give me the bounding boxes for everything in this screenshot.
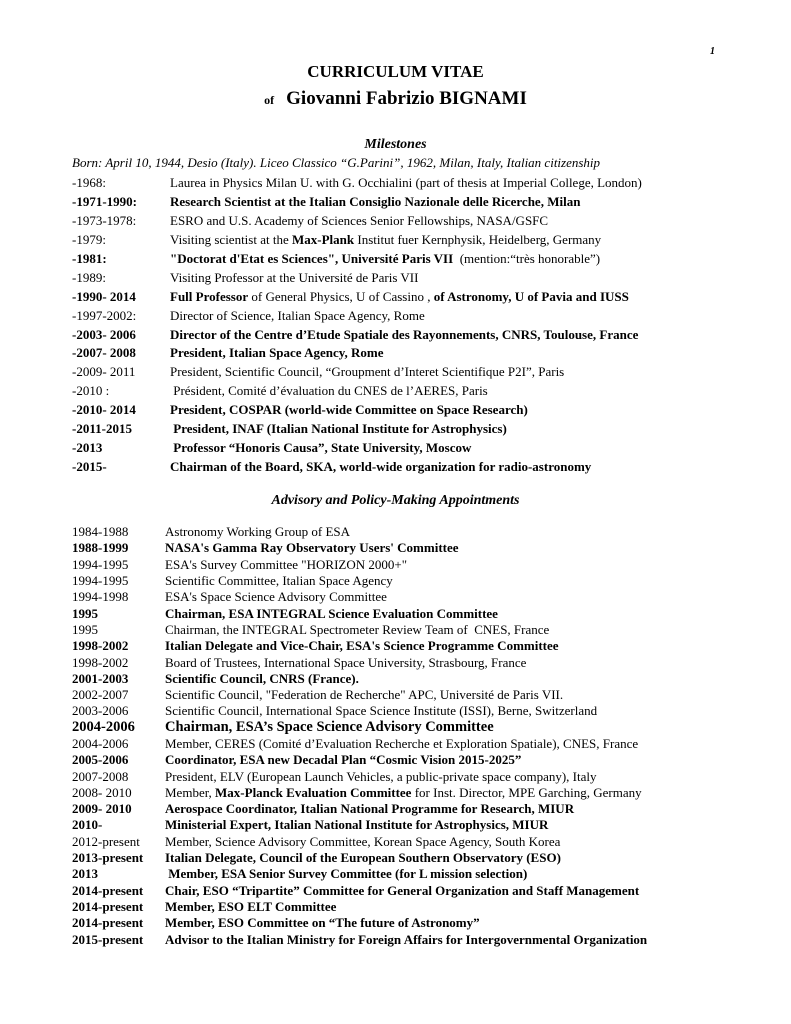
person-name: Giovanni Fabrizio BIGNAMI (286, 88, 527, 109)
milestone-text (170, 308, 425, 324)
appointment-text: Advisor to the Italian Ministry for Foreign Affairs for Intergovernmental Organization (165, 931, 648, 947)
appointment-text: Member, ESO Committee on “The future of Astronomy” (165, 915, 480, 931)
appointment-row (72, 736, 782, 752)
milestone-text-part: of Astronomy, U of Pavia and IUSS (433, 288, 629, 304)
subtitle (0, 88, 791, 110)
milestone-text-part: Research Scientist at the Italian Consiglio Nazionale delle Ricerche, Milan (170, 194, 581, 210)
milestone-date: -2013 (72, 439, 103, 455)
appointment-date: 2014-present (72, 915, 144, 931)
appointment-row (72, 752, 782, 768)
appointment-row (72, 883, 782, 899)
appointment-date: 1995 (72, 605, 98, 621)
appointment-text: Member, CERES (Comité d’Evaluation Recherche et Exploration Spatiale), CNES, France (165, 736, 639, 751)
appointment-row (72, 573, 782, 589)
milestone-text-part: President, Scientific Council, “Groupment d’Interet Scientifique P2I”, Paris (170, 364, 565, 380)
milestone-date: -2007- 2008 (72, 345, 136, 361)
appointment-date: 1998-2002 (72, 638, 129, 654)
appointment-row (72, 654, 782, 670)
milestones-heading: Milestones (364, 137, 427, 152)
appointment-row (72, 768, 782, 784)
milestone-text-part: Director of Science, Italian Space Agency, Rome (170, 307, 425, 323)
appointment-date: 2012-present (72, 833, 140, 849)
appointment-date: 1994-1998 (72, 589, 129, 605)
appointment-text: President, ELV (European Launch Vehicles, a public-private space company), Italy (165, 768, 597, 784)
appointment-row (72, 931, 782, 947)
appointment-date: 2009- 2010 (72, 801, 132, 817)
milestone-row (72, 212, 772, 231)
milestone-text-part: Full Professor (170, 288, 249, 304)
milestone-date: -1981: (72, 251, 107, 266)
document-title: CURRICULUM VITAE (307, 62, 484, 81)
appointment-date: 1995 (72, 621, 98, 637)
appointment-date: 2004-2006 (72, 719, 135, 736)
appointment-date: 2014-present (72, 898, 144, 914)
milestone-text (170, 327, 638, 343)
appointment-row (72, 605, 782, 621)
appointment-text: Chairman, ESA’s Space Science Advisory Committee (165, 719, 494, 736)
milestone-text-part: Institut fuer Kernphysik, Heidelberg, Germany (354, 232, 602, 248)
milestone-text-part: Visiting Professor at the Université de Paris VII (170, 269, 419, 285)
appointment-row (72, 834, 782, 850)
milestone-text-part: Max-Plank (291, 232, 355, 248)
appointment-date: 2013-present (72, 850, 144, 866)
appointment-text: Scientific Council, "Federation de Recherche" APC, Université de Paris VII. (165, 687, 564, 703)
milestone-date: -1971-1990: (72, 194, 137, 210)
milestone-text-part: ESRO and U.S. Academy of Sciences Senior Fellowships, NASA/GSFC (170, 213, 549, 229)
appointment-row (72, 622, 782, 638)
milestone-date: -2011-2015 (72, 421, 132, 437)
appointment-row (72, 720, 782, 736)
appointment-text: Member, ESA Senior Survey Committee (for L mission selection) (165, 866, 528, 882)
appointment-text: Coordinator, ESA new Decadal Plan “Cosmic Vision 2015-2025” (165, 752, 522, 768)
appointment-row (72, 638, 782, 654)
appointment-date: 2010- (72, 817, 103, 833)
milestone-text (170, 213, 548, 229)
appointment-date: 1994-1995 (72, 573, 129, 589)
appointment-text: Chairman, ESA INTEGRAL Science Evaluation Committee (165, 605, 498, 621)
milestone-row (72, 382, 772, 401)
appointment-text: Member, Science Advisory Committee, Korean Space Agency, South Korea (165, 833, 561, 849)
milestone-text (170, 383, 488, 399)
milestone-row (72, 268, 772, 287)
appointment-text: Chairman, the INTEGRAL Spectrometer Review Team of CNES, France (165, 621, 550, 637)
of-label: of (264, 93, 275, 107)
milestone-text-part: "Doctorat d'Etat es Sciences", Université Paris VII (170, 251, 454, 266)
appointment-date: 2007-2008 (72, 768, 129, 784)
milestone-row (72, 401, 772, 420)
page-number: 1 (710, 46, 715, 57)
appointment-text (165, 785, 642, 801)
appointment-text: Italian Delegate, Council of the European Southern Observatory (ESO) (165, 850, 561, 866)
appointment-row (72, 866, 782, 882)
milestone-text-part: President, Italian Space Agency, Rome (170, 345, 384, 361)
milestone-row (72, 287, 772, 306)
milestone-date: -1997-2002: (72, 307, 137, 323)
milestone-date: -2003- 2006 (72, 326, 136, 342)
milestone-row (72, 457, 772, 476)
appointment-text: Aerospace Coordinator, Italian National Programme for Research, MIUR (165, 801, 575, 817)
appointment-date: 1984-1988 (72, 524, 129, 540)
appointment-date: 2005-2006 (72, 752, 129, 768)
appointment-text-part: Member, (165, 784, 216, 800)
milestone-text-part: Chairman of the Board, SKA, world-wide organization for radio-astronomy (170, 458, 592, 474)
appointment-date: 1988-1999 (72, 540, 129, 556)
milestone-text (170, 194, 580, 210)
appointment-text: NASA's Gamma Ray Observatory Users' Committee (165, 540, 459, 556)
milestone-row (72, 438, 772, 457)
appointment-text: Chair, ESO “Tripartite” Committee for General Organization and Staff Management (165, 882, 640, 898)
milestone-text-part: President, INAF (Italian National Institute for Astrophysics) (170, 421, 507, 437)
milestone-text (170, 364, 564, 380)
appointment-text: Board of Trustees, International Space University, Strasbourg, France (165, 654, 527, 670)
milestone-row (72, 231, 772, 250)
milestone-text-part: Président, Comité d’évaluation du CNES de l’AERES, Paris (170, 383, 488, 399)
appointment-row (72, 589, 782, 605)
appointment-row (72, 785, 782, 801)
milestone-text (170, 345, 384, 361)
milestone-text-part: Visiting scientist at the (170, 232, 292, 248)
milestone-text (170, 440, 471, 456)
milestone-date: -1990- 2014 (72, 288, 136, 304)
appointment-row (72, 817, 782, 833)
appointment-date: 2001-2003 (72, 670, 129, 686)
milestone-row (72, 363, 772, 382)
milestone-date: -1979: (72, 232, 106, 248)
appointment-text: Italian Delegate and Vice-Chair, ESA's Science Programme Committee (165, 638, 559, 654)
milestone-row (72, 306, 772, 325)
milestone-row (72, 193, 772, 212)
appointment-date: 2002-2007 (72, 687, 129, 703)
milestone-text-part: Director of the Centre d’Etude Spatiale des Rayonnements, CNRS, Toulouse, France (170, 326, 639, 342)
milestone-text (170, 232, 601, 248)
appointment-text: Scientific Council, CNRS (France). (165, 670, 359, 686)
appointments-heading: Advisory and Policy-Making Appointments (271, 493, 520, 508)
milestone-text (170, 175, 642, 191)
appointment-date: 2008- 2010 (72, 784, 132, 800)
appointment-date: 2004-2006 (72, 736, 129, 751)
milestone-text (170, 421, 507, 437)
milestone-row (72, 250, 772, 269)
appointment-text: Member, ESO ELT Committee (165, 898, 337, 914)
appointment-row (72, 540, 782, 556)
milestone-text-part: Professor “Honoris Causa”, State University, Moscow (170, 439, 472, 455)
appointment-text: ESA's Survey Committee "HORIZON 2000+" (165, 556, 407, 572)
appointment-date: 2015-present (72, 931, 144, 947)
milestone-text (170, 402, 528, 418)
appointment-date: 2014-present (72, 882, 144, 898)
appointment-row (72, 899, 782, 915)
appointment-date: 1998-2002 (72, 654, 129, 670)
born-line: Born: April 10, 1944, Desio (Italy). Liceo Classico “G.Parini”, 1962, Milan, Italy, Italian citizenship (72, 155, 601, 170)
appointment-row (72, 687, 782, 703)
milestone-row (72, 344, 772, 363)
milestone-date: -1989: (72, 269, 106, 285)
appointment-text: Astronomy Working Group of ESA (165, 524, 351, 540)
appointment-date: 2003-2006 (72, 703, 129, 719)
milestones-list (72, 174, 772, 476)
milestone-date: -1968: (72, 175, 106, 191)
appointments-list (72, 524, 782, 948)
milestone-text-part: President, COSPAR (world-wide Committee on Space Research) (170, 402, 528, 418)
appointment-text: ESA's Space Science Advisory Committee (165, 589, 387, 605)
milestone-row (72, 420, 772, 439)
appointment-row (72, 671, 782, 687)
milestone-text-part: (mention:“très honorable”) (453, 251, 601, 266)
appointment-date: 2013 (72, 866, 98, 882)
appointment-text: Scientific Committee, Italian Space Agency (165, 573, 393, 589)
milestone-text-part: of General Physics, U of Cassino , (248, 288, 434, 304)
appointment-row (72, 850, 782, 866)
milestone-date: -2015- (72, 458, 107, 474)
milestone-text (170, 459, 591, 475)
appointment-text-part: Max-Planck Evaluation Committee (215, 784, 412, 800)
milestone-date: -2010- 2014 (72, 402, 136, 418)
appointment-row (72, 703, 782, 719)
milestone-date: -1973-1978: (72, 213, 137, 229)
appointment-row (72, 915, 782, 931)
milestone-text (170, 289, 629, 305)
milestone-text-part: Laurea in Physics Milan U. with G. Occhialini (part of thesis at Imperial College, London) (170, 175, 642, 191)
appointment-row (72, 801, 782, 817)
milestone-date: -2009- 2011 (72, 364, 136, 380)
milestone-date: -2010 : (72, 383, 110, 399)
milestone-text (170, 270, 418, 286)
milestone-text (170, 251, 600, 267)
milestone-row (72, 174, 772, 193)
appointment-row (72, 524, 782, 540)
appointment-text: Scientific Council, International Space Science Institute (ISSI), Berne, Switzerland (165, 703, 598, 719)
appointment-row (72, 557, 782, 573)
appointment-date: 1994-1995 (72, 556, 129, 572)
appointment-text-part: for Inst. Director, MPE Garching, Germany (411, 784, 642, 800)
milestone-row (72, 325, 772, 344)
appointment-text: Ministerial Expert, Italian National Institute for Astrophysics, MIUR (165, 817, 549, 833)
